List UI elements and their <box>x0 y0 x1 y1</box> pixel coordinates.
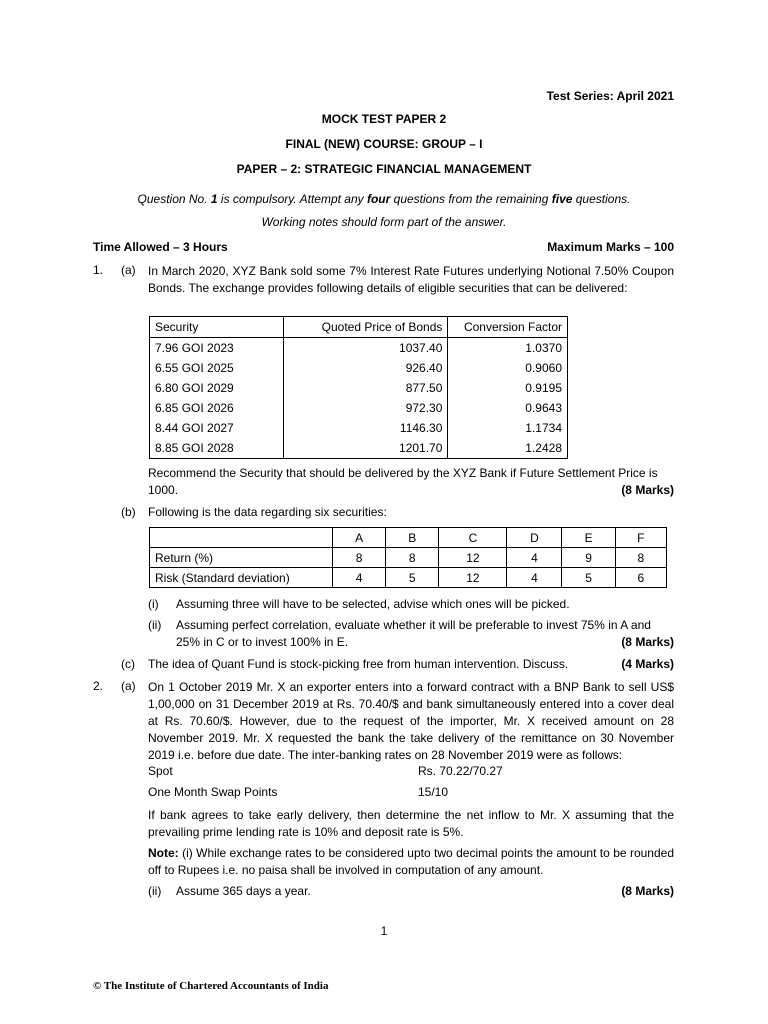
table-cell: Return (%) <box>150 548 333 568</box>
spot-label: Spot <box>148 764 173 778</box>
table-row <box>150 568 667 588</box>
q1b-i-label: (i) <box>148 597 159 611</box>
table-cell: 1.1734 <box>448 418 568 438</box>
instruction-line-2: Working notes should form part of the answer. <box>261 215 507 229</box>
table-cell: 8 <box>615 548 666 568</box>
table-cell: 1037.40 <box>283 338 448 359</box>
table-cell: 1.2428 <box>448 438 568 459</box>
table-cell: Risk (Standard deviation) <box>150 568 333 588</box>
q2a-if-text: If bank agrees to take early delivery, then determine the net inflow to Mr. X assuming that the prevailing prime lending rate is 10% and deposit rate is 5%. <box>148 808 674 839</box>
q2a-marks: (8 Marks) <box>621 884 674 898</box>
table-row <box>150 438 568 459</box>
table-cell: 8 <box>386 548 439 568</box>
table-header: Conversion Factor <box>448 317 568 338</box>
paper-subject: PAPER – 2: STRATEGIC FINANCIAL MANAGEMENT <box>236 162 532 176</box>
table-cell: 8 <box>333 548 386 568</box>
table-row <box>150 378 568 398</box>
spot-value: Rs. 70.22/70.27 <box>418 764 503 778</box>
table-row <box>150 418 568 438</box>
q2a-note: Note: (i) While exchange rates to be considered upto two decimal points the amount to be rounded off to Rupees i.e. no paisa shall be involved in computation of any amount. <box>148 846 674 877</box>
q1a-label: (a) <box>121 263 136 277</box>
table-cell: 6 <box>615 568 666 588</box>
table-header: Quoted Price of Bonds <box>283 317 448 338</box>
swap-value: 15/10 <box>418 785 449 799</box>
max-marks: Maximum Marks – 100 <box>547 240 674 254</box>
table-header-row <box>150 528 667 548</box>
table-cell: 1201.70 <box>283 438 448 459</box>
footer-copyright: © The Institute of Chartered Accountants of India <box>93 980 329 992</box>
table-cell: 4 <box>507 548 562 568</box>
table-header: A <box>333 528 386 548</box>
q2a-label: (a) <box>121 679 136 693</box>
page-number: 1 <box>380 924 388 938</box>
table-cell: 0.9643 <box>448 398 568 418</box>
table-cell: 9 <box>562 548 615 568</box>
swap-label: One Month Swap Points <box>148 785 278 799</box>
q1b-i-text: Assuming three will have to be selected, advise which ones will be picked. <box>176 597 570 611</box>
q1a-recommend-2: 1000. <box>148 483 179 497</box>
table-cell: 4 <box>333 568 386 588</box>
q1b-text: Following is the data regarding six securities: <box>148 505 387 519</box>
table-cell: 12 <box>439 568 507 588</box>
table-cell: 877.50 <box>283 378 448 398</box>
securities-table <box>149 527 667 588</box>
table-header: F <box>615 528 666 548</box>
q1a-marks: (8 Marks) <box>621 483 674 497</box>
table-cell: 6.80 GOI 2029 <box>150 378 284 398</box>
q1c-text: The idea of Quant Fund is stock-picking free from human intervention. Discuss. <box>148 657 569 671</box>
table-cell: 972.30 <box>283 398 448 418</box>
q1c-label: (c) <box>121 657 135 671</box>
q2a-ii-text: Assume 365 days a year. <box>176 884 311 898</box>
q1b-ii-line-1: Assuming perfect correlation, evaluate whether it will be preferable to invest 75% in A and <box>176 618 651 632</box>
table-row <box>150 338 568 359</box>
table-header-row <box>150 317 568 338</box>
table-header: C <box>439 528 507 548</box>
course-title: FINAL (NEW) COURSE: GROUP – I <box>285 137 483 151</box>
table-cell: 5 <box>386 568 439 588</box>
table-cell: 6.85 GOI 2026 <box>150 398 284 418</box>
table-header: D <box>507 528 562 548</box>
table-header: Security <box>150 317 284 338</box>
q2a-ii-label: (ii) <box>148 884 162 898</box>
table-cell: 1.0370 <box>448 338 568 359</box>
table-cell: 926.40 <box>283 358 448 378</box>
q1b-ii-line-2: 25% in C or to invest 100% in E. <box>176 635 349 649</box>
bond-table <box>149 316 568 459</box>
table-cell: 7.96 GOI 2023 <box>150 338 284 359</box>
q2a-text: On 1 October 2019 Mr. X an exporter enters into a forward contract with a BNP Bank to sell US$ 1,00,000 on 31 December 2019 at Rs. 70.40/$ and bank simultaneously entered into a cover deal at Rs. 70.60/$. However, due to the request of the importer, Mr. X received amount on 28 November 2019. Mr. X requested the bank the take delivery of the remittance on 30 November 2019 i.e. before due date. The inter-banking rates on 28 November 2019 were as follows: <box>148 680 674 762</box>
table-cell: 4 <box>507 568 562 588</box>
table-cell: 0.9060 <box>448 358 568 378</box>
instruction-line-1: Question No. 1 is compulsory. Attempt any four questions from the remaining five questions. <box>137 192 631 206</box>
table-cell: 8.85 GOI 2028 <box>150 438 284 459</box>
q1b-label: (b) <box>121 505 136 519</box>
table-header: B <box>386 528 439 548</box>
q1a-recommend-1: Recommend the Security that should be delivered by the XYZ Bank if Future Settlement Price is <box>148 466 658 480</box>
table-row <box>150 548 667 568</box>
table-cell: 6.55 GOI 2025 <box>150 358 284 378</box>
table-cell: 1146.30 <box>283 418 448 438</box>
q1a-text: In March 2020, XYZ Bank sold some 7% Interest Rate Futures underlying Notional 7.50% Coupon Bonds. The exchange provides following details of eligible securities that can be delivered: <box>148 264 674 295</box>
q1c-marks: (4 Marks) <box>621 657 674 671</box>
time-allowed: Time Allowed – 3 Hours <box>93 240 228 254</box>
table-header <box>150 528 333 548</box>
table-row <box>150 398 568 418</box>
q2-number: 2. <box>93 679 104 693</box>
q1b-ii-label: (ii) <box>148 618 162 632</box>
test-series: Test Series: April 2021 <box>546 89 674 103</box>
q1b-marks: (8 Marks) <box>621 635 674 649</box>
table-row <box>150 358 568 378</box>
paper-title: MOCK TEST PAPER 2 <box>321 112 447 126</box>
q1-number: 1. <box>93 263 104 277</box>
table-cell: 0.9195 <box>448 378 568 398</box>
table-cell: 12 <box>439 548 507 568</box>
table-cell: 8.44 GOI 2027 <box>150 418 284 438</box>
table-cell: 5 <box>562 568 615 588</box>
table-header: E <box>562 528 615 548</box>
